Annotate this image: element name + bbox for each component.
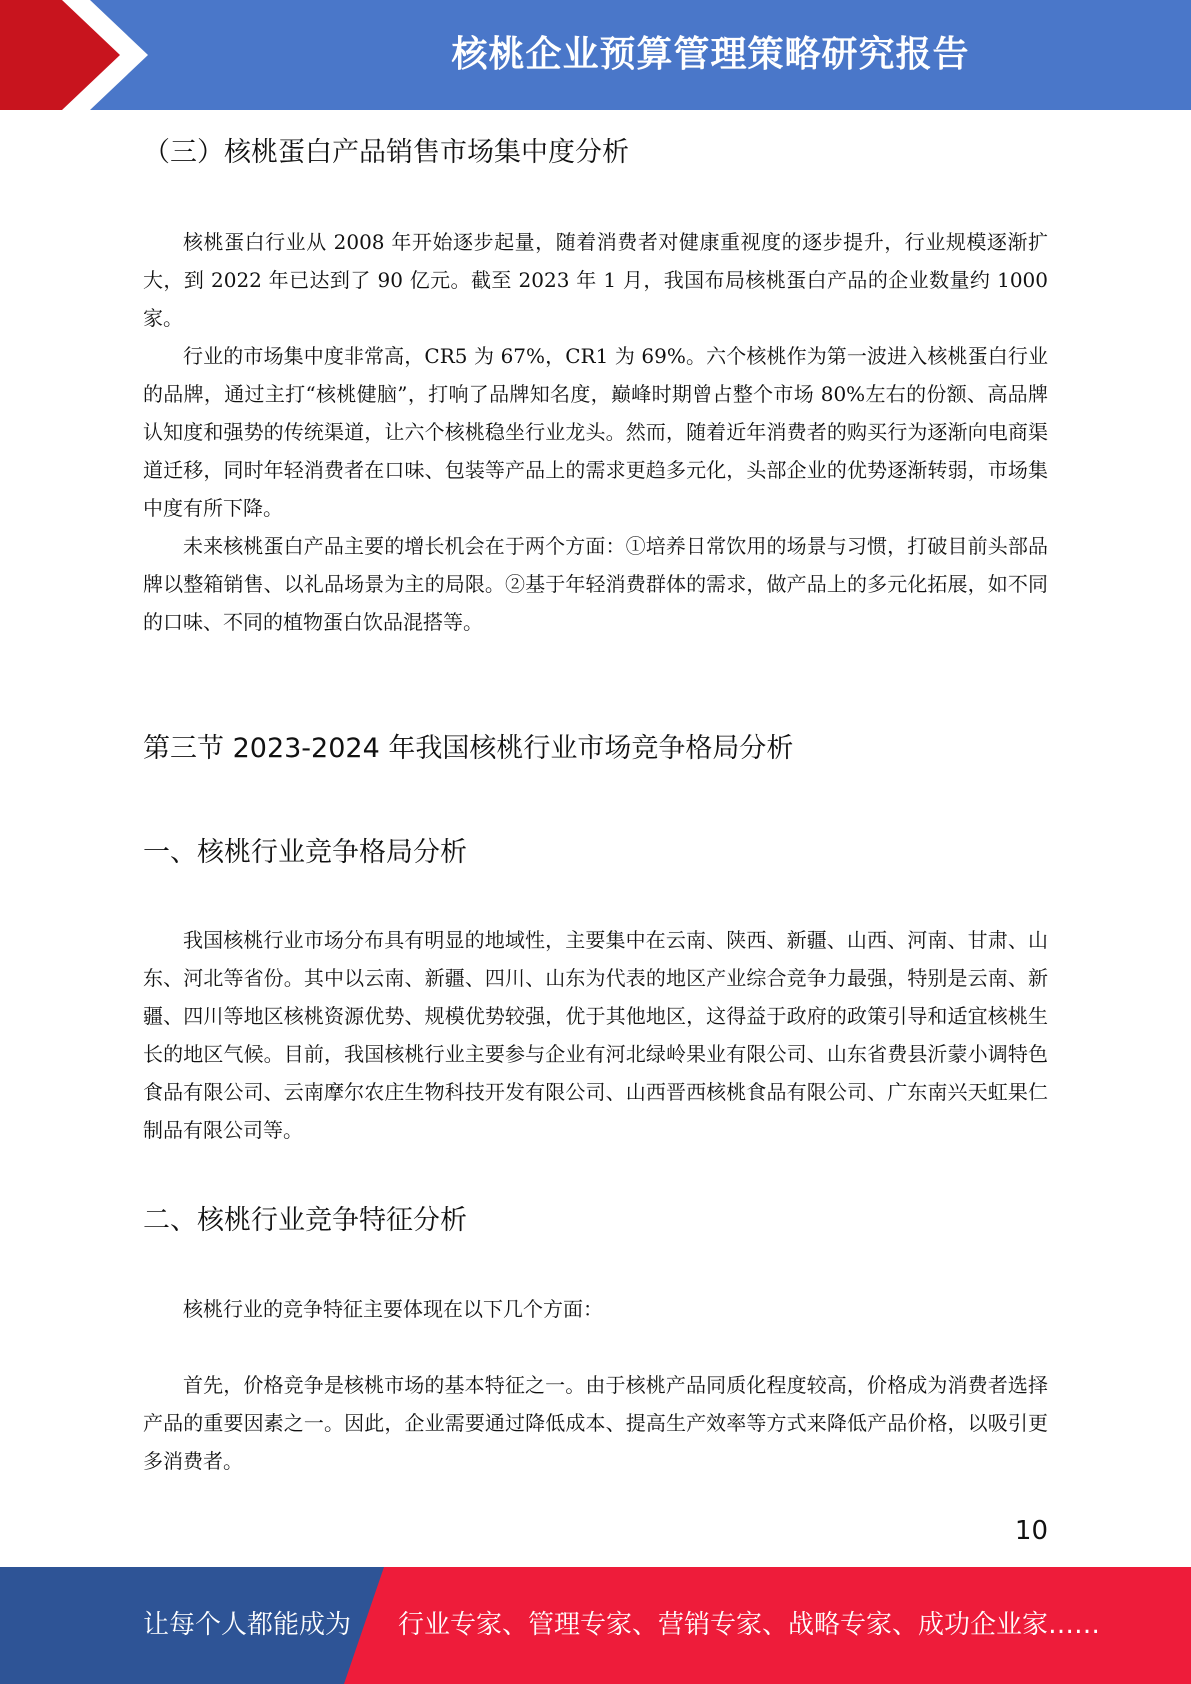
page-footer <box>0 1567 1191 1684</box>
paragraph-3: 未来核桃蛋白产品主要的增长机会在于两个方面：①培养日常饮用的场景与习惯，打破目前头部品牌以整箱销售、以礼品场景为主的局限。②基于年轻消费群体的需求，做产品上的多元化拓展，如不同的口味、不同的植物蛋白饮品混搭等。 <box>143 534 1048 634</box>
heading-two: 二、核桃行业竞争特征分析 <box>143 1205 467 1236</box>
footer-slogan-right: 行业专家、管理专家、营销专家、战略专家、成功企业家…… <box>398 1610 1101 1640</box>
paragraph-5: 核桃行业的竞争特征主要体现在以下几个方面： <box>183 1297 603 1321</box>
heading-one: 一、核桃行业竞争格局分析 <box>143 837 467 868</box>
footer-slogan-left: 让每个人都能成为 <box>143 1610 352 1640</box>
page-number: 10 <box>1014 1516 1048 1546</box>
paragraph-2: 行业的市场集中度非常高，CR5 为 67%，CR1 为 69%。六个核桃作为第一波进入核桃蛋白行业的品牌，通过主打“核桃健脑”，打响了品牌知名度，巅峰时期曾占整个市场 80%左右的份额、高品牌认知度和强势的传统渠道，让六个核桃稳坐行业龙头。然而，随着近年消费者的购买行为逐渐向电商渠道迁移，同时年轻消费者在口味、包装等产品上的需求更趋多元化，头部企业的优势逐渐转弱，市场集中度有所下降。 <box>143 344 1048 520</box>
section-heading: 第三节 2023-2024 年我国核桃行业市场竞争格局分析 <box>143 733 794 764</box>
paragraph-6: 首先，价格竞争是核桃市场的基本特征之一。由于核桃产品同质化程度较高，价格成为消费者选择产品的重要因素之一。因此，企业需要通过降低成本、提高生产效率等方式来降低产品价格，以吸引更多消费者。 <box>143 1373 1048 1473</box>
page-header <box>0 0 1191 110</box>
subsection-heading-3: （三）核桃蛋白产品销售市场集中度分析 <box>143 137 629 168</box>
paragraph-1: 核桃蛋白行业从 2008 年开始逐步起量，随着消费者对健康重视度的逐步提升，行业规模逐渐扩大，到 2022 年已达到了 90 亿元。截至 2023 年 1 月，我国布局核桃蛋白产品的企业数量约 1000 家。 <box>143 230 1048 330</box>
paragraph-4: 我国核桃行业市场分布具有明显的地域性，主要集中在云南、陕西、新疆、山西、河南、甘肃、山东、河北等省份。其中以云南、新疆、四川、山东为代表的地区产业综合竞争力最强，特别是云南、新疆、四川等地区核桃资源优势、规模优势较强，优于其他地区，这得益于政府的政策引导和适宜核桃生长的地区气候。目前，我国核桃行业主要参与企业有河北绿岭果业有限公司、山东省费县沂蒙小调特色食品有限公司、云南摩尔农庄生物科技开发有限公司、山西晋西核桃食品有限公司、广东南兴天虹果仁制品有限公司等。 <box>143 928 1048 1142</box>
header-title: 核桃企业预算管理策略研究报告 <box>451 34 970 75</box>
